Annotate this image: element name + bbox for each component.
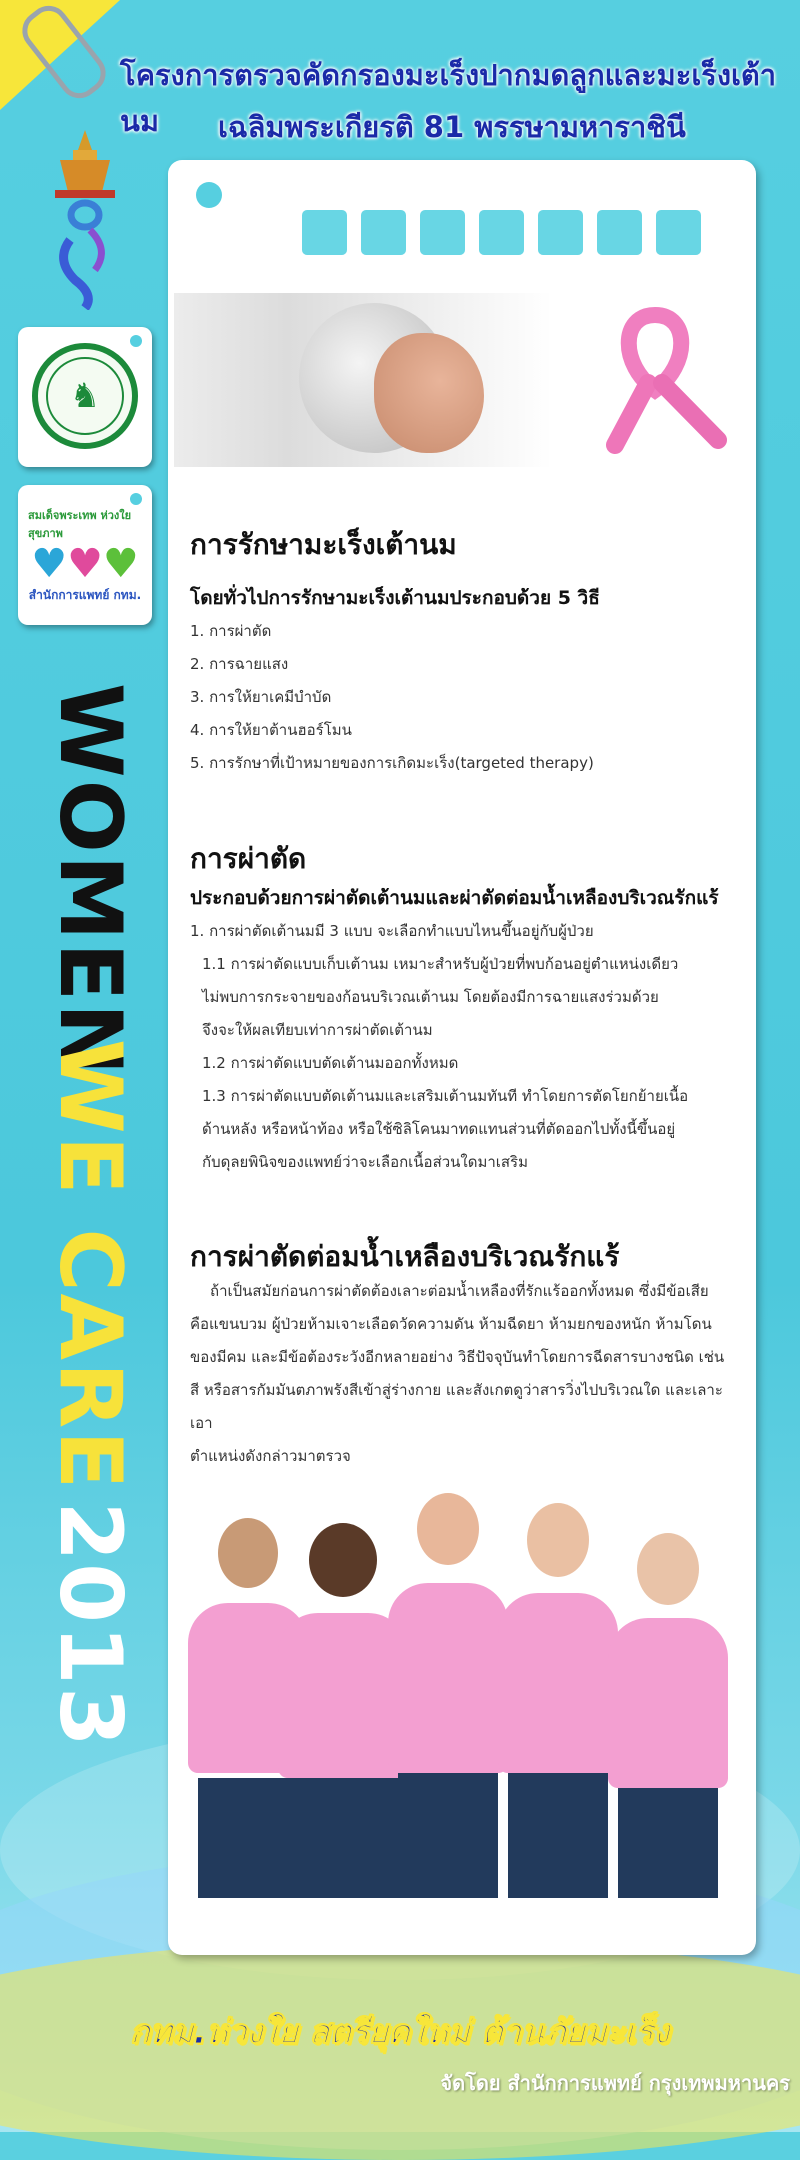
pink-ribbon-icon xyxy=(600,305,730,455)
photo-face xyxy=(374,333,484,453)
text-line: 1.1 การผ่าตัดแบบเก็บเต้านม เหมาะสำหรับผู้ป่วยที่พบก้อนอยู่ตำแหน่งเดียว xyxy=(202,955,679,973)
treatment-title: การรักษามะเร็งเต้านม xyxy=(190,528,457,561)
footer-slogan: กทม.ห่วงใย สตรียุคใหม่ ต้านภัยมะเร็ง xyxy=(130,2012,670,2051)
header-title-line2: เฉลิมพระเกียรติ 81 พรรษามหาราชินี xyxy=(218,110,686,144)
text-line: ของมีคม และมีข้อต้องระวังอีกหลายอย่าง วิธีปัจจุบันทำโดยการฉีดสารบางชนิด เช่น xyxy=(190,1348,725,1366)
text-line: สี หรือสารกัมมันตภาพรังสีเข้าสู่ร่างกาย และสังเกตดูว่าสารวิ่งไปบริเวณใด และเลาะเอา xyxy=(190,1381,723,1432)
deco-square xyxy=(538,210,583,255)
royal-crest-icon xyxy=(40,130,130,310)
panel-hole xyxy=(196,182,222,208)
text-line: คือแขนบวม ผู้ป่วยห้ามเจาะเลือดวัดความดัน ห้ามฉีดยา ห้ามยกของหนัก ห้ามโดน xyxy=(190,1315,712,1333)
photo-person xyxy=(608,1528,728,1898)
photo-person xyxy=(388,1488,508,1898)
text-line: ไม่พบการกระจายของก้อนบริเวณเต้านม โดยต้องมีการฉายแสงร่วมด้วย xyxy=(202,988,659,1006)
list-item: 3. การให้ยาเคมีบำบัด xyxy=(190,688,332,706)
lymph-title: การผ่าตัดต่อมน้ำเหลืองบริเวณรักแร้ xyxy=(190,1240,620,1273)
text-line: กับดุลยพินิจของแพทย์ว่าจะเลือกเนื้อส่วนใดมาเสริม xyxy=(202,1153,529,1171)
health-logo-card xyxy=(18,485,152,625)
list-item: 5. การรักษาที่เป้าหมายของการเกิดมะเร็ง(targeted therapy) xyxy=(190,754,594,772)
card-hole xyxy=(130,335,142,347)
health-logo-sub-text: สำนักการแพทย์ กทม. xyxy=(28,587,142,602)
women-group-photo xyxy=(188,1478,728,1898)
elephant-icon: ♞ xyxy=(69,376,101,416)
deco-square xyxy=(656,210,701,255)
list-item: 4. การให้ยาต้านฮอร์โมน xyxy=(190,721,352,739)
text-line: ถ้าเป็นสมัยก่อนการผ่าตัดต้องเลาะต่อมน้ำเหลืองที่รักแร้ออกทั้งหมด ซึ่งมีข้อเสีย xyxy=(210,1282,709,1300)
lymph-text xyxy=(190,1275,735,1473)
deco-square xyxy=(479,210,524,255)
bma-seal-icon xyxy=(32,343,138,449)
header-title-line1: โครงการตรวจคัดกรองมะเร็งปากมดลูกและมะเร็งเต้านม xyxy=(120,58,777,138)
deco-square xyxy=(597,210,642,255)
health-hearts-logo xyxy=(28,495,142,615)
text-line: 1.3 การผ่าตัดแบบตัดเต้านมและเสริมเต้านมทันที ทำโดยการตัดโยกย้ายเนื้อ xyxy=(202,1087,689,1105)
vertical-word-we-care: WE CARE xyxy=(40,1038,140,1492)
text-line: ตำแหน่งดังกล่าวมาตรวจ xyxy=(190,1447,351,1465)
footer-organizer: จัดโดย สำนักการแพทย์ กรุงเทพมหานคร xyxy=(440,2071,790,2095)
decorative-squares xyxy=(302,210,701,255)
treatment-list xyxy=(190,615,735,780)
text-line: 1.2 การผ่าตัดแบบตัดเต้านมออกทั้งหมด xyxy=(202,1054,459,1072)
vertical-word-women: WOMEN xyxy=(40,682,140,1078)
list-item: 1. การผ่าตัด xyxy=(190,622,272,640)
surgery-text xyxy=(190,915,735,1179)
deco-square xyxy=(420,210,465,255)
vertical-word-year: 2013 xyxy=(40,1501,140,1749)
surgery-title: การผ่าตัด xyxy=(190,842,307,875)
deco-square xyxy=(302,210,347,255)
health-logo-arc-text: สมเด็จพระเทพ ห่วงใยสุขภาพ xyxy=(28,508,132,540)
text-line: 1. การผ่าตัดเต้านมมี 3 แบบ จะเลือกทำแบบไหนขึ้นอยู่กับผู้ป่วย xyxy=(190,922,594,940)
vertical-campaign-text xyxy=(40,655,140,1785)
treatment-subtitle: โดยทั่วไปการรักษามะเร็งเต้านมประกอบด้วย 5 วิธี xyxy=(190,587,600,609)
text-line: ด้านหลัง หรือหน้าท้อง หรือใช้ซิลิโคนมาทดแทนส่วนที่ตัดออกไปทั้งนี้ขึ้นอยู่ xyxy=(202,1120,676,1138)
list-item: 2. การฉายแสง xyxy=(190,655,289,673)
photo-person xyxy=(498,1498,618,1898)
bma-seal-card xyxy=(18,327,152,467)
hearts-icon: ♥♥♥ xyxy=(31,540,139,587)
text-line: จึงจะให้ผลเทียบเท่าการผ่าตัดเต้านม xyxy=(202,1021,433,1039)
content-panel xyxy=(168,160,756,1955)
elderly-woman-photo xyxy=(174,293,552,467)
deco-square xyxy=(361,210,406,255)
surgery-subtitle: ประกอบด้วยการผ่าตัดเต้านมและผ่าตัดต่อมน้ำเหลืองบริเวณรักแร้ xyxy=(190,887,719,909)
